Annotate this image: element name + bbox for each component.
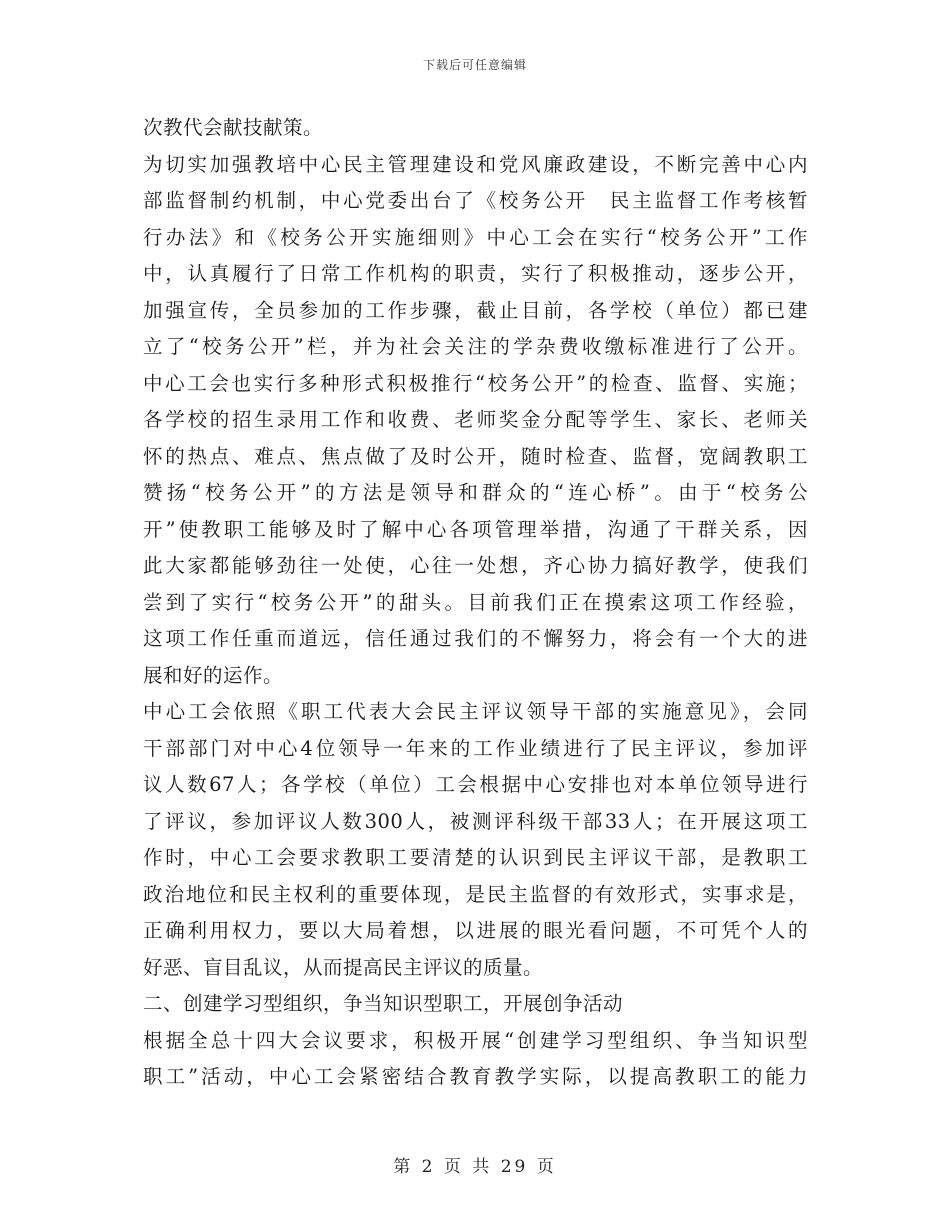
- text-line: 好恶、盲目乱议，从而提高民主评议的质量。: [143, 955, 544, 979]
- text-line: 行办法》和《校务公开实施细则》中心工会在实行“校务公开”工作: [143, 225, 808, 249]
- text-line: 加强宣传，全员参加的工作步骤，截止目前，各学校（单位）都已建: [143, 298, 808, 322]
- text-line: 尝到了实行“校务公开”的甜头。目前我们正在摸索这项工作经验，: [143, 590, 808, 614]
- text-line: 赞扬“校务公开”的方法是领导和群众的“连心桥”。由于“校务公: [143, 481, 808, 504]
- body-text: [143, 110, 808, 1096]
- text-line: 作时，中心工会要求教职工要清楚的认识到民主评议干部，是教职工: [143, 846, 808, 869]
- text-line: 这项工作任重而道远，信任通过我们的不懈努力，将会有一个大的进: [143, 627, 808, 650]
- text-line: 政治地位和民主权利的重要体现，是民主监督的有效形式，实事求是，: [143, 882, 808, 906]
- text-line: 职工”活动，中心工会紧密结合教育教学实际，以提高教职工的能力: [143, 1065, 808, 1088]
- text-line: 为切实加强教培中心民主管理建设和党风廉政建设，不断完善中心内: [143, 152, 808, 176]
- page-header: 下载后可任意编辑: [422, 58, 527, 72]
- text-line: 干部部门对中心4位领导一年来的工作业绩进行了民主评议，参加评: [143, 736, 808, 760]
- text-line: 根据全总十四大会议要求，积极开展“创建学习型组织、争当知识型: [143, 1028, 808, 1052]
- text-line: 次教代会献技献策。: [143, 116, 324, 139]
- page-footer: 第 2 页 共 29 页: [393, 1157, 557, 1177]
- text-line: 各学校的招生录用工作和收费、老师奖金分配等学生、家长、老师关: [143, 408, 808, 431]
- text-line: 开”使教职工能够及时了解中心各项管理举措，沟通了干群关系，因: [143, 517, 808, 541]
- text-line: 二、创建学习型组织，争当知识型职工，开展创争活动: [143, 992, 624, 1015]
- text-line: 部监督制约机制，中心党委出台了《校务公开 民主监督工作考核暂: [143, 189, 808, 212]
- text-line: 中心工会依照《职工代表大会民主评议领导干部的实施意见》，会同: [143, 700, 808, 723]
- text-line: 正确利用权力，要以大局着想，以进展的眼光看问题，不可凭个人的: [143, 919, 808, 942]
- text-line: 议人数67人；各学校（单位）工会根据中心安排也对本单位领导进行: [143, 773, 808, 796]
- text-line: 怀的热点、难点、焦点做了及时公开，随时检查、监督，宽阔教职工: [143, 444, 808, 468]
- text-line: 中心工会也实行多种形式积极推行“校务公开”的检查、监督、实施；: [143, 371, 808, 395]
- text-line: 此大家都能够劲往一处使，心往一处想，齐心协力搞好教学，使我们: [143, 554, 808, 577]
- text-line: 立了“校务公开”栏，并为社会关注的学杂费收缴标准进行了公开。: [143, 335, 808, 358]
- text-line: 了评议，参加评议人数300人，被测评科级干部33人；在开展这项工: [143, 809, 808, 833]
- text-line: 展和好的运作。: [143, 663, 284, 687]
- text-line: 中，认真履行了日常工作机构的职责，实行了积极推动，逐步公开，: [143, 262, 808, 285]
